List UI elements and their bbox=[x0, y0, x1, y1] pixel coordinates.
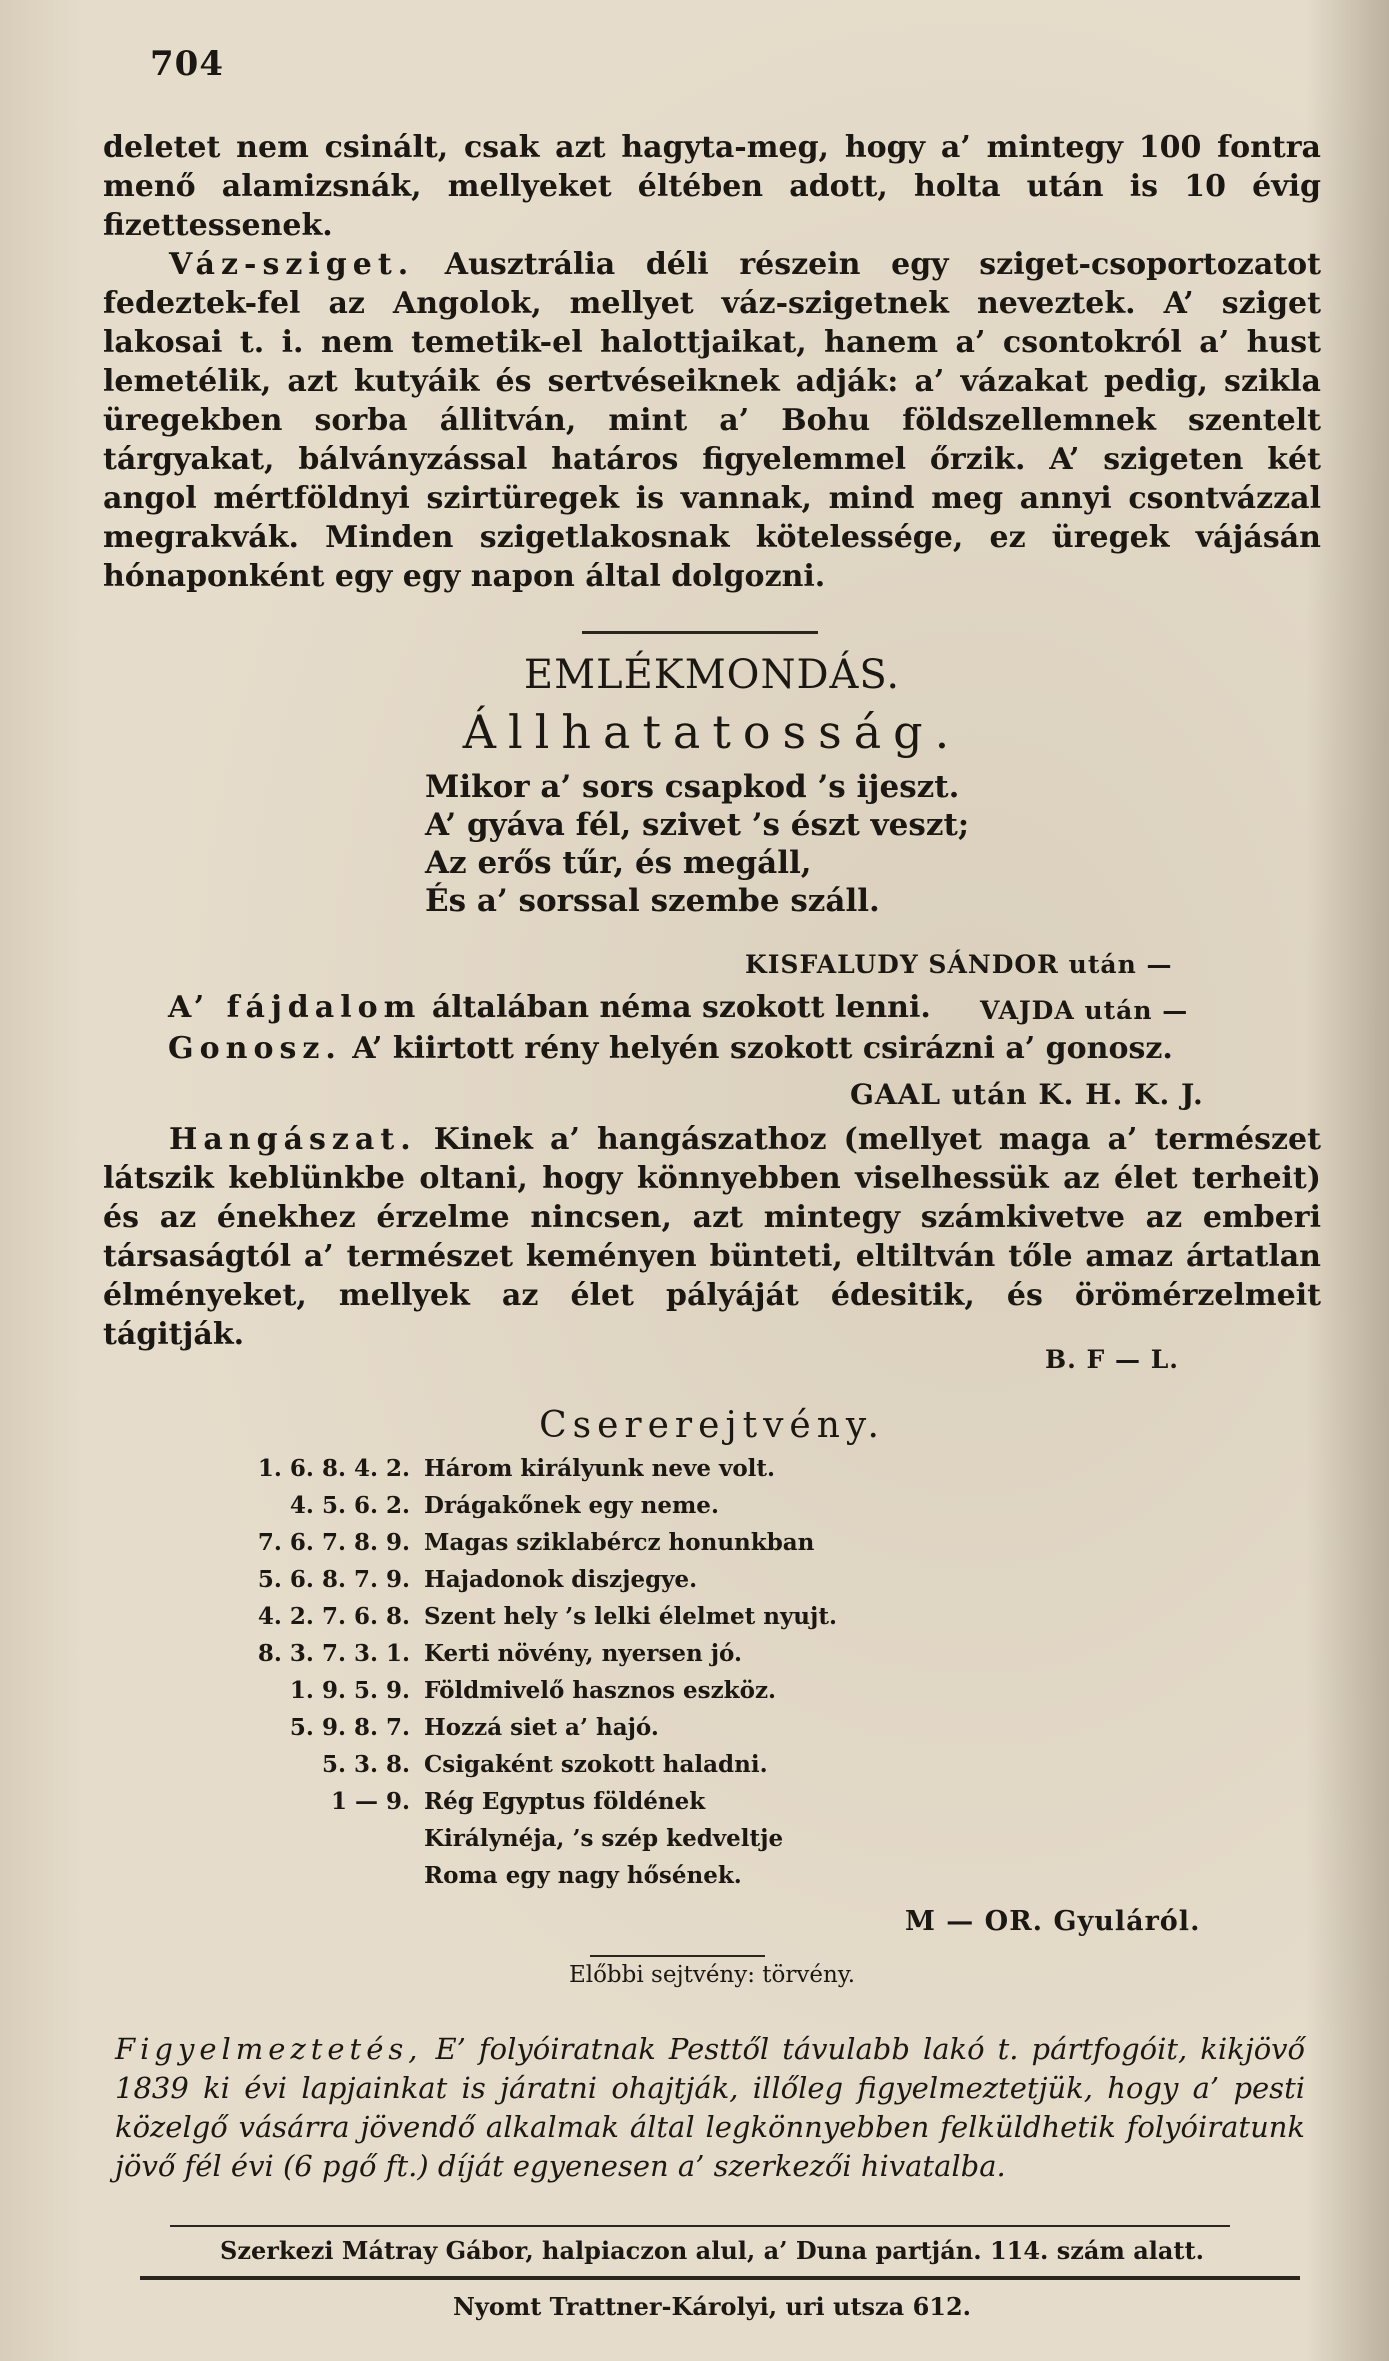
puzzle-divider bbox=[590, 1955, 765, 1957]
puzzle-clue: Roma egy nagy hősének. bbox=[424, 1862, 742, 1889]
fajdalom-text: általában néma szokott lenni. bbox=[421, 990, 931, 1025]
vaz-sziget-paragraph bbox=[103, 245, 1321, 596]
vaz-sziget-text: Ausztrália déli részein egy sziget-csoportozatot fedeztek-fel az Angolok, mellyet váz-szigetnek neveztek. A’ sziget lakosai t. i. nem temetik-el halottjaikat, hanem a’ csontokról a’ hust lemetélik, azt kutyáik és sertvéseiknek adják: a’ vázakat pedig, szikla üregekben sorba állitván, mint a’ Bohu földszellemnek szentelt tárgyakat, bálványzással határos figyelemmel őrzik. A’ szigeten két angol mértföldnyi szirtüregek is vannak, mind meg annyi csontvázzal megrakvák. Minden szigetlakosnak kötelessége, ez üregek vájásán hónaponként egy egy napon által dolgozni. bbox=[103, 247, 1321, 594]
puzzle-row bbox=[250, 1714, 659, 1741]
footer-top-rule bbox=[170, 2225, 1230, 2227]
puzzle-row bbox=[250, 1529, 814, 1556]
notice-text: E’ folyóiratnak Pesttől távulabb lakó t. pártfogóit, kikjövő 1839 ki évi lapjainkat is járatni ohajtják, illőleg figyelmeztetjük, hogy a’ pesti közelgő vásárra jövendő alkalmak által legkönnyebben felküldhetik folyóiratunk jövő fél évi (6 pgő ft.) díját egyenesen a’ szerkezői hivatalba. bbox=[115, 2032, 1305, 2183]
puzzle-row bbox=[250, 1455, 775, 1482]
hangaszat-paragraph bbox=[103, 1120, 1321, 1354]
hangaszat-body bbox=[103, 1120, 1321, 1354]
poem-attribution: KISFALUDY SÁNDOR után — bbox=[745, 950, 1173, 979]
puzzle-row bbox=[250, 1492, 719, 1519]
puzzle-clue: Rég Egyptus földének bbox=[424, 1788, 706, 1815]
puzzle-clue: Három királyunk neve volt. bbox=[424, 1455, 776, 1482]
puzzle-row bbox=[250, 1862, 742, 1889]
section-divider bbox=[582, 631, 818, 634]
puzzle-numbers: 5. 3. 8. bbox=[321, 1751, 410, 1778]
puzzle-numbers: 4. 5. 6. 2. bbox=[289, 1492, 410, 1519]
puzzle-row bbox=[250, 1751, 768, 1778]
puzzle-clue: Hozzá siet a’ hajó. bbox=[424, 1714, 659, 1741]
puzzle-numbers: 1 — 9. bbox=[330, 1788, 410, 1815]
puzzle-numbers: 1. 6. 8. 4. 2. bbox=[257, 1455, 410, 1482]
hangaszat-text: Kinek a’ hangászathoz (mellyet maga a’ természet látszik keblünkbe oltani, hogy könnyebben viselhessük az élet terheit) és az énekhez érzelme nincsen, azt mintegy számkivetve az emberi társaságtól a’ természet keményen bünteti, eltiltván tőle amaz ártatlan élményeket, mellyek az élet pályáját édesitik, és örömérzelmeit tágitják. bbox=[103, 1122, 1321, 1352]
puzzle-numbers: 1. 9. 5. 9. bbox=[289, 1677, 410, 1704]
printer-imprint: Nyomt Trattner-Károlyi, uri utsza 612. bbox=[452, 2292, 972, 2321]
poem-line: Mikor a’ sors csapkod ’s ijeszt. bbox=[425, 769, 960, 805]
puzzle-attribution: M — OR. Gyuláról. bbox=[905, 1906, 1201, 1937]
gonosz-lead: Gonosz. bbox=[168, 1031, 342, 1066]
puzzle-clue: Királynéja, ’s szép kedveltje bbox=[424, 1825, 784, 1852]
puzzle-row bbox=[250, 1825, 783, 1852]
poem-line: És a’ sorssal szembe száll. bbox=[425, 883, 880, 919]
puzzle-numbers: 5. 9. 8. 7. bbox=[289, 1714, 410, 1741]
puzzle-numbers: 7. 6. 7. 8. 9. bbox=[257, 1529, 410, 1556]
poem-line: A’ gyáva fél, szivet ’s észt veszt; bbox=[425, 807, 970, 843]
puzzle-clue: Magas sziklabércz honunkban bbox=[424, 1529, 815, 1556]
puzzle-title: Csererejtvény. bbox=[539, 1405, 885, 1446]
puzzle-numbers: 4. 2. 7. 6. 8. bbox=[257, 1603, 410, 1630]
puzzle-clue: Drágakőnek egy neme. bbox=[424, 1492, 719, 1519]
puzzle-numbers: 5. 6. 8. 7. 9. bbox=[257, 1566, 410, 1593]
puzzle-clue: Hajadonok diszjegye. bbox=[424, 1566, 698, 1593]
gonosz-maxim bbox=[168, 1031, 1173, 1066]
poem-line: Az erős tűr, és megáll, bbox=[425, 845, 812, 881]
article-block bbox=[103, 128, 1321, 596]
gonosz-text: A’ kiirtott rény helyén szokott csirázni a’ gonosz. bbox=[341, 1031, 1173, 1066]
puzzle-row bbox=[250, 1640, 742, 1667]
notice-lead: Figyelmeztetés, bbox=[115, 2032, 423, 2066]
puzzle-clue: Csigaként szokott haladni. bbox=[424, 1751, 768, 1778]
vaz-sziget-lead: Váz-sziget. bbox=[169, 247, 415, 282]
puzzle-row bbox=[250, 1677, 776, 1704]
previous-answer: Előbbi sejtvény: törvény. bbox=[568, 1962, 856, 1988]
hangaszat-attribution: B. F — L. bbox=[1045, 1345, 1179, 1374]
notice-paragraph bbox=[115, 2030, 1305, 2186]
gonosz-attribution: GAAL után K. H. K. J. bbox=[850, 1078, 1204, 1111]
puzzle-clue: Földmivelő hasznos eszköz. bbox=[424, 1677, 777, 1704]
puzzle-row bbox=[250, 1566, 697, 1593]
editor-imprint: Szerkezi Mátray Gábor, halpiaczon alul, a’ Duna partján. 114. szám alatt. bbox=[220, 2236, 1204, 2265]
footer-bottom-rule bbox=[140, 2276, 1300, 2280]
hangaszat-lead: Hangászat. bbox=[169, 1122, 417, 1157]
puzzle-row bbox=[250, 1788, 705, 1815]
puzzle-clue: Szent hely ’s lelki élelmet nyujt. bbox=[424, 1603, 837, 1630]
poem bbox=[425, 768, 969, 920]
maxims-subheading: Állhatatosság. bbox=[462, 705, 962, 759]
puzzle-clue: Kerti növény, nyersen jó. bbox=[424, 1640, 742, 1667]
maxims-heading: EMLÉKMONDÁS. bbox=[523, 652, 901, 698]
page-number: 704 bbox=[150, 44, 224, 84]
fajdalom-attribution: VAJDA után — bbox=[980, 996, 1189, 1025]
puzzle-row bbox=[250, 1603, 837, 1630]
fajdalom-lead: A’ fájdalom bbox=[168, 990, 422, 1025]
puzzle-numbers: 8. 3. 7. 3. 1. bbox=[257, 1640, 410, 1667]
intro-paragraph: deletet nem csinált, csak azt hagyta-meg, hogy a’ mintegy 100 fontra menő alamizsnák, mellyeket éltében adott, holta után is 10 évig fizettessenek. bbox=[103, 130, 1321, 243]
fajdalom-maxim bbox=[168, 990, 931, 1025]
